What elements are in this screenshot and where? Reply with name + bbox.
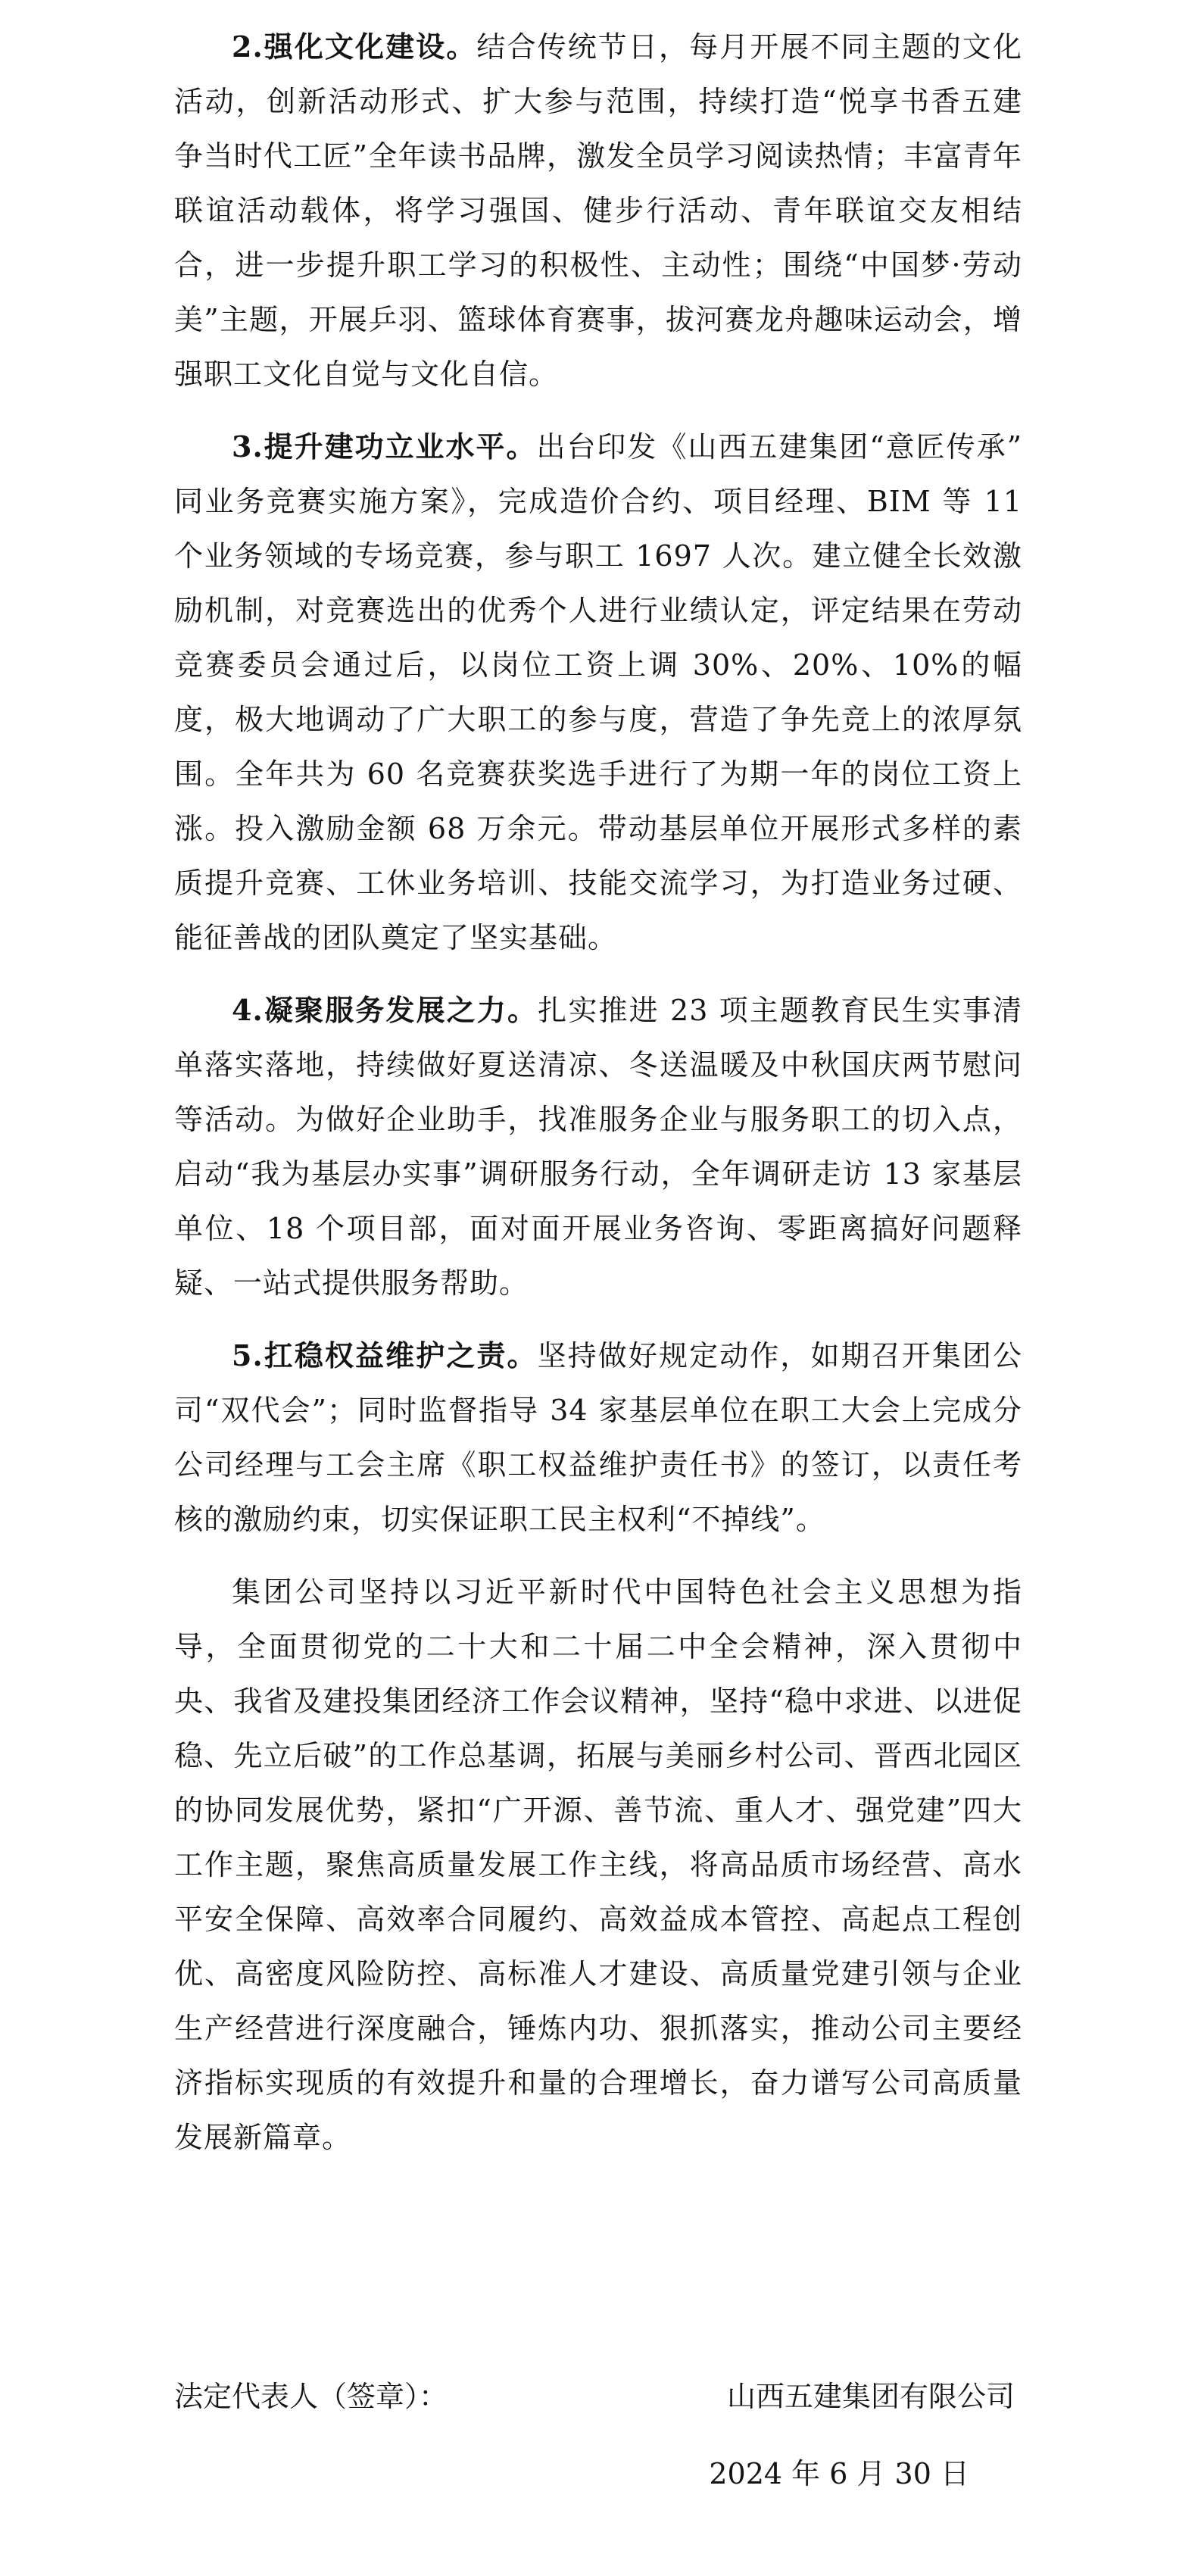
paragraph-2-lead: 2.强化文化建设。: [232, 30, 477, 64]
signature-date: 2024 年 6 月 30 日: [709, 2457, 969, 2490]
company-name: 山西五建集团有限公司: [726, 2380, 1015, 2413]
paragraph-5-lead: 5.扛稳权益维护之责。: [232, 1338, 538, 1372]
paragraph-2: [174, 20, 1022, 401]
paragraph-3-lead: 3.提升建功立业水平。: [232, 429, 537, 464]
paragraph-2-text: 结合传统节日，每月开展不同主题的文化活动，创新活动形式、扩大参与范围，持续打造“悦享书香五建 争当时代工匠”全年读书品牌，激发全员学习阅读热情；丰富青年联谊活动载体，将学习强国、健步行活动、青年联谊交友相结合，进一步提升职工学习的积极性、主动性；围绕“中国梦·劳动美”主题，开展乒羽、篮球体育赛事，拔河赛龙舟趣味运动会，增强职工文化自觉与文化自信。: [174, 30, 1022, 391]
signature-row: [174, 2369, 1022, 2424]
paragraph-5-text: 坚持做好规定动作，如期召开集团公司“双代会”；同时监督指导 34 家基层单位在职工大会上完成分公司经理与工会主席《职工权益维护责任书》的签订，以责任考核的激励约束，切实保证职工民主权利“不掉线”。: [174, 1339, 1022, 1536]
signature-block: [174, 2369, 1022, 2501]
signature-date-row: [174, 2446, 1022, 2501]
paragraph-3-text: 出台印发《山西五建集团“意匠传承”同业务竞赛实施方案》，完成造价合约、项目经理、BIM 等 11 个业务领域的专场竞赛，参与职工 1697 人次。建立健全长效激励机制，对竞赛选出的优秀个人进行业绩认定，评定结果在劳动竞赛委员会通过后，以岗位工资上调 30%、20%、10%的幅度，极大地调动了广大职工的参与度，营造了争先竞上的浓厚氛围。全年共为 60 名竞赛获奖选手进行了为期一年的岗位工资上涨。投入激励金额 68 万余元。带动基层单位开展形式多样的素质提升竞赛、工休业务培训、技能交流学习，为打造业务过硬、能征善战的团队奠定了坚实基础。: [174, 430, 1022, 954]
legal-representative-label: 法定代表人（签章）：: [174, 2380, 448, 2413]
paragraph-5: [174, 1329, 1022, 1547]
closing-paragraph-text: 集团公司坚持以习近平新时代中国特色社会主义思想为指导，全面贯彻党的二十大和二十届二中全会精神，深入贯彻中央、我省及建投集团经济工作会议精神，坚持“稳中求进、以进促稳、先立后破”的工作总基调，拓展与美丽乡村公司、晋西北园区的协同发展优势，紧扣“广开源、善节流、重人才、强党建”四大工作主题，聚焦高质量发展工作主线，将高品质市场经营、高水平安全保障、高效率合同履约、高效益成本管控、高起点工程创优、高密度风险防控、高标准人才建设、高质量党建引领与企业生产经营进行深度融合，锤炼内功、狠抓落实，推动公司主要经济指标实现质的有效提升和量的合理增长，奋力谱写公司高质量发展新篇章。: [174, 1575, 1022, 2154]
paragraph-4-lead: 4.凝聚服务发展之力。: [232, 993, 538, 1027]
closing-paragraph: [174, 1565, 1022, 2165]
paragraph-4: [174, 983, 1022, 1310]
paragraph-3: [174, 420, 1022, 965]
paragraph-4-text: 扎实推进 23 项主题教育民生实事清单落实落地，持续做好夏送清凉、冬送温暖及中秋国庆两节慰问等活动。为做好企业助手，找准服务企业与服务职工的切入点，启动“我为基层办实事”调研服务行动，全年调研走访 13 家基层单位、18 个项目部，面对面开展业务咨询、零距离搞好问题释疑、一站式提供服务帮助。: [174, 994, 1023, 1300]
